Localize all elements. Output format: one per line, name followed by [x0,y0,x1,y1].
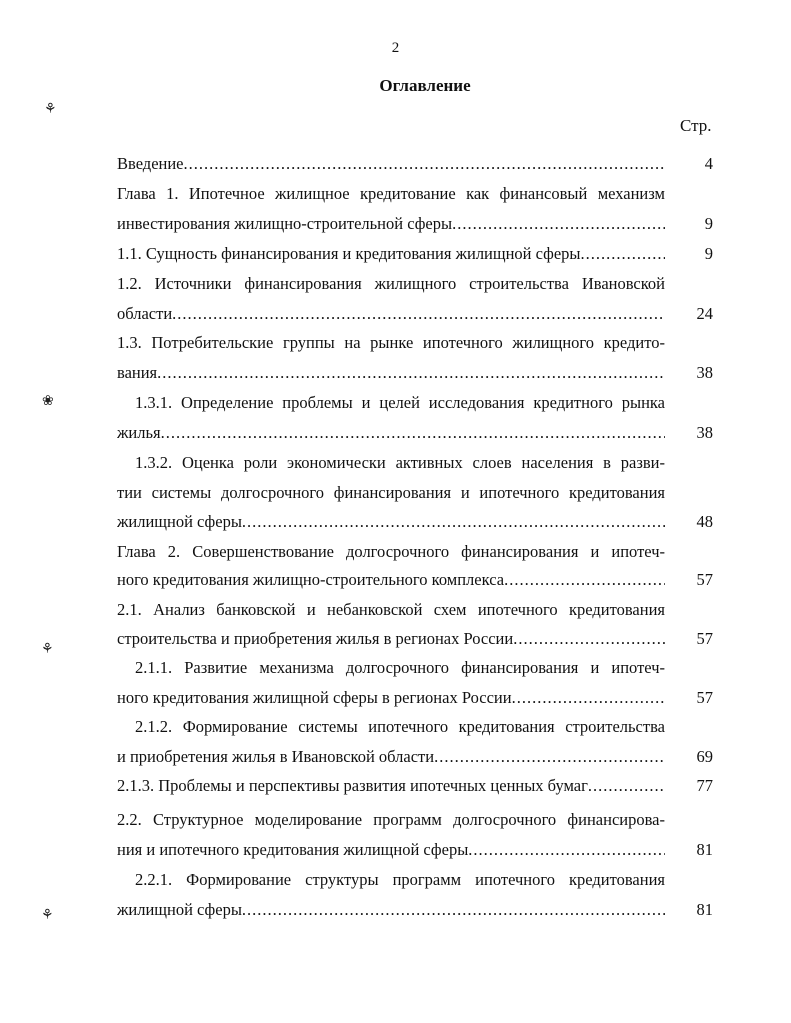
page-number: 2 [391,40,400,56]
toc-page-number: 57 [696,570,713,589]
page-title: Оглавление [379,76,471,95]
toc-entry-1-3[interactable]: 1.3. Потребительские группы на рынке ипотечного жилищного кредито- [117,333,665,352]
toc-entry-1-2[interactable]: 1.2. Источники финансирования жилищного строительства Ивановской [117,274,665,293]
toc-entry-2-1-1[interactable]: 2.1.1. Развитие механизма долгосрочного финансирования и ипотеч- [135,658,665,677]
toc-entry-2-2-1[interactable]: 2.2.1. Формирование структуры программ ипотечного кредитования [135,870,665,889]
margin-mark: ⚘ [41,908,54,923]
toc-entry-2-2[interactable]: 2.2. Структурное моделирование программ долгосрочного финансирова- [117,810,665,829]
toc-entry-1-3-1-cont[interactable]: жилья ..... [117,423,665,443]
toc-entry-2-1-cont[interactable]: строительства и приобретения жилья в регионах России ..... [117,629,665,649]
toc-page-number: 38 [696,363,713,382]
toc-page-number: 81 [696,840,713,859]
toc-page-number: 77 [696,776,713,795]
toc-entry-1-3-1[interactable]: 1.3.1. Определение проблемы и целей исследования кредитного рынка [135,393,665,412]
toc-entry-chapter-2[interactable]: Глава 2. Совершенствование долгосрочного финансирования и ипотеч- [117,542,665,561]
toc-entry-2-1-2-cont[interactable]: и приобретения жилья в Ивановской области ..... [117,747,665,767]
toc-page-number: 9 [704,244,713,263]
toc-entry-1-3-cont[interactable]: вания ..... [117,363,665,383]
toc-entry-1-1[interactable]: 1.1. Сущность финансирования и кредитования жилищной сферы ..... [117,244,665,264]
toc-page-number: 57 [696,629,713,648]
margin-mark: ⚘ [41,642,54,657]
toc-page-number: 4 [704,154,713,173]
margin-mark: ⚘ [44,102,57,117]
toc-entry-2-1-3[interactable]: 2.1.3. Проблемы и перспективы развития ипотечных ценных бумаг ..... [117,776,665,796]
toc-entry-2-1-2[interactable]: 2.1.2. Формирование системы ипотечного кредитования строительства [135,717,665,736]
toc-entry-1-2-cont[interactable]: области ..... [117,304,665,324]
toc-entry-1-3-2-cont2[interactable]: жилищной сферы ..... [117,512,665,532]
toc-entry-chapter-1-cont[interactable]: инвестирования жилищно-строительной сферы ..... [117,214,665,234]
toc-entry-1-3-2-cont[interactable]: тии системы долгосрочного финансирования и ипотечного кредитования [117,483,665,502]
toc-page-number: 48 [696,512,713,531]
margin-mark: ❀ [42,394,54,409]
toc-entry-chapter-2-cont[interactable]: ного кредитования жилищно-строительного комплекса ..... [117,570,665,590]
toc-page-number: 57 [696,688,713,707]
toc-entry-2-1-1-cont[interactable]: ного кредитования жилищной сферы в регионах России ..... [117,688,665,708]
toc-entry-2-2-cont[interactable]: ния и ипотечного кредитования жилищной сферы ..... [117,840,665,860]
toc-entry-1-3-2[interactable]: 1.3.2. Оценка роли экономически активных слоев населения в разви- [135,453,665,472]
toc-entry-chapter-1[interactable]: Глава 1. Ипотечное жилищное кредитование как финансовый механизм [117,184,665,203]
toc-page-number: 24 [696,304,713,323]
toc-page-number: 69 [696,747,713,766]
toc-page-number: 81 [696,900,713,919]
toc-entry-2-2-1-cont[interactable]: жилищной сферы ..... [117,900,665,920]
toc-entry-intro[interactable]: Введение ..... [117,154,665,174]
toc-page-number: 9 [704,214,713,233]
toc-entry-2-1[interactable]: 2.1. Анализ банковской и небанковской схем ипотечного кредитования [117,600,665,619]
page-column-label: Стр. [680,116,712,135]
toc-page-number: 38 [696,423,713,442]
